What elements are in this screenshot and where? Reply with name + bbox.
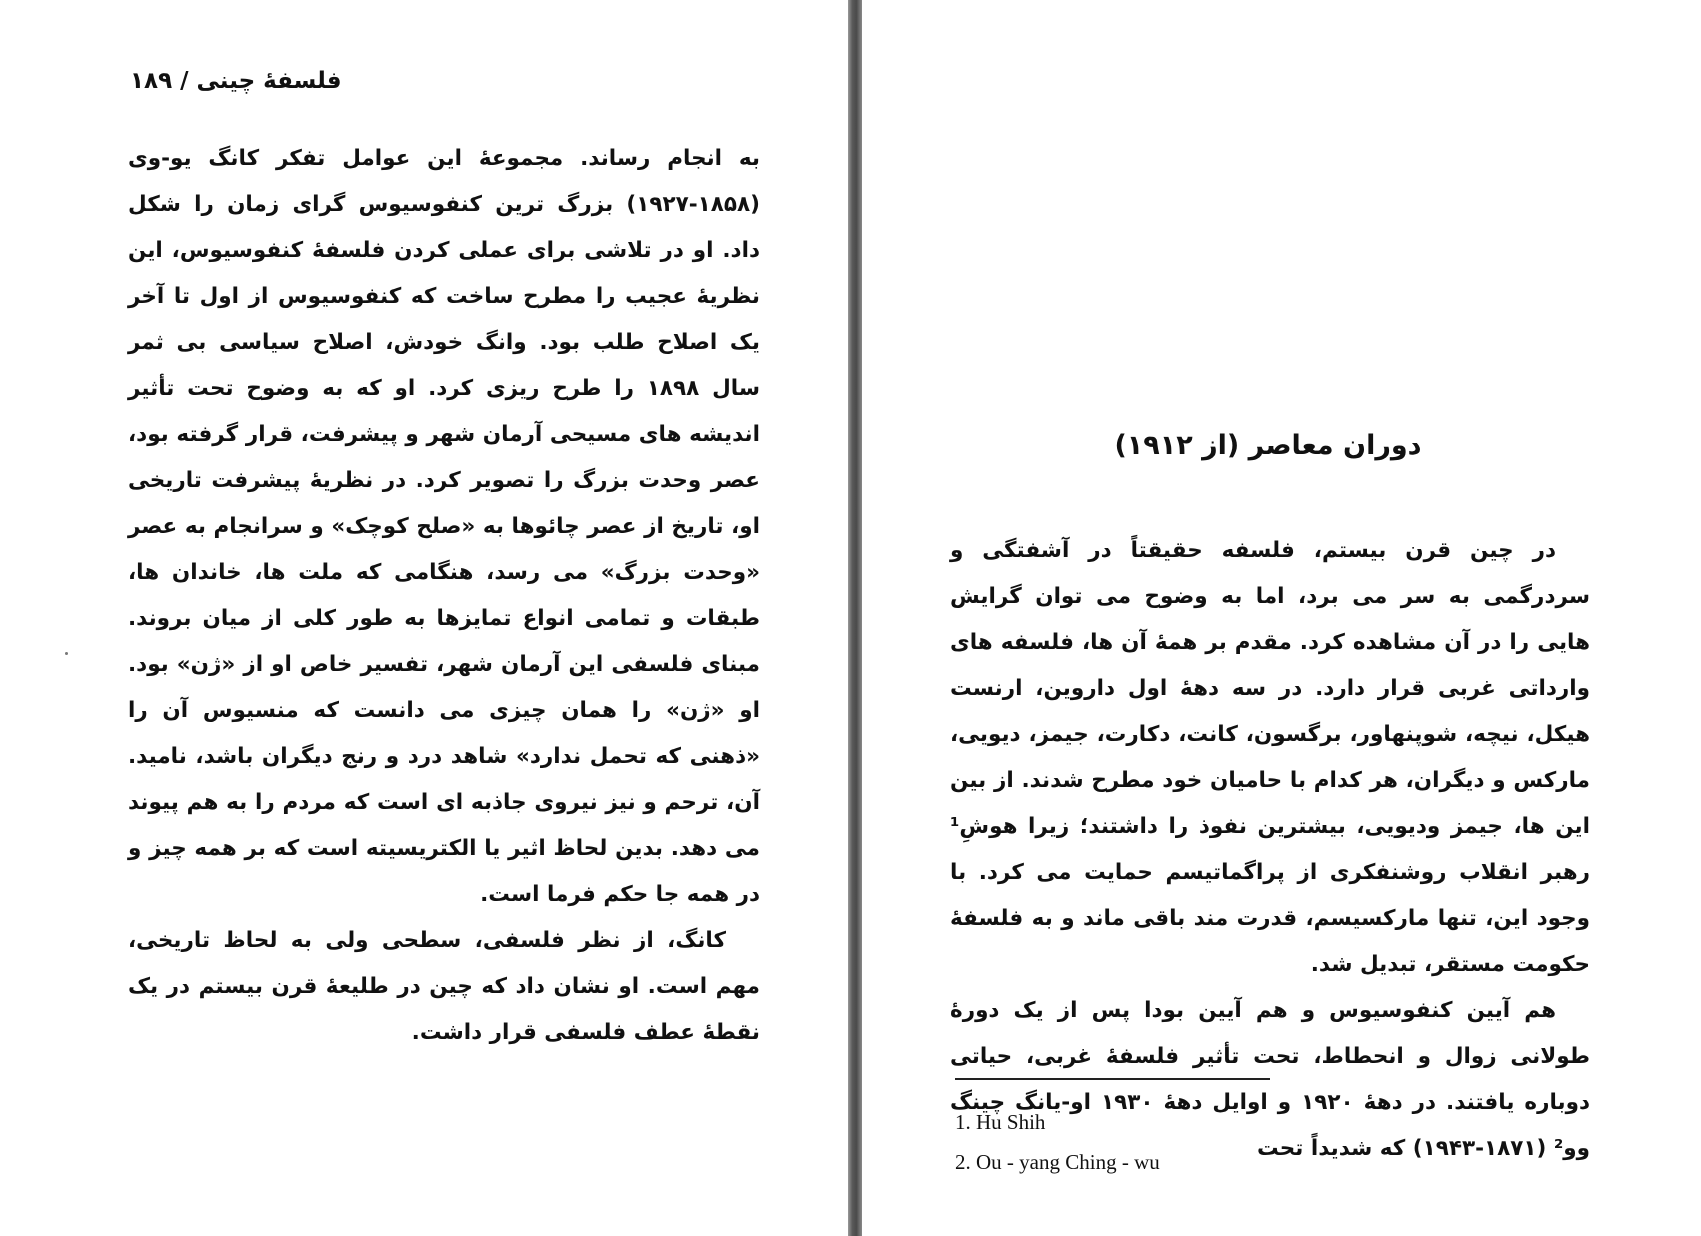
left-page-body (128, 136, 760, 1056)
paragraph: کانگ، از نظر فلسفی، سطحی ولی به لحاظ تاریخی، مهم است. او نشان داد که چین در طلیعهٔ قرن بیستم در یک نقطهٔ عطف فلسفی قرار داشت. (128, 928, 760, 1045)
paragraph: در چین قرن بیستم، فلسفه حقیقتاً در آشفتگی و سردرگمی به سر می برد، اما به وضوح می توان گرایش هایی را در آن مشاهده کرد. مقدم بر همهٔ آن ها، فلسفه های وارداتی غربی قرار دارد. در سه دههٔ اول داروین، ارنست هیکل، نیچه، شوپنهاور، برگسون، کانت، دکارت، جیمز، دیویی، مارکس و دیگران، هر کدام با حامیان خود مطرح شدند. از بین این ها، جیمز ودیویی، بیشترین نفوذ را داشتند؛ زیرا هوشِ¹ رهبر انقلاب روشنفکری از پراگماتیسم حمایت می کرد. با وجود این، تنها مارکسیسم، قدرت مند باقی ماند و به فلسفهٔ حکومت مستقر، تبدیل شد. (950, 538, 1590, 977)
paragraph: به انجام رساند. مجموعهٔ این عوامل تفکر کانگ یو-وی (۱۸۵۸-۱۹۲۷) بزرگ ترین کنفوسیوس گرای زمان را شکل داد. او در تلاشی برای عملی کردن فلسفهٔ کنفوسیوس، این نظریهٔ عجیب را مطرح ساخت که کنفوسیوس از اول تا آخر یک اصلاح طلب بود. وانگ خودش، اصلاح سیاسی بی ثمر سال ۱۸۹۸ را طرح ریزی کرد. او که به وضوح تحت تأثیر اندیشه های مسیحی آرمان شهر و پیشرفت، قرار گرفته بود، عصر وحدت بزرگ را تصویر کرد. در نظریهٔ پیشرفت تاریخی او، تاریخ از عصر چائوها به «صلح کوچک» و سرانجام به عصر «وحدت بزرگ» می رسد، هنگامی که ملت ها، خاندان ها، طبقات و تمامی انواع تمایزها به طور کلی از میان بروند. مبنای فلسفی این آرمان شهر، تفسیر خاص او از «ژن» بود. او «ژن» را همان چیزی می دانست که منسیوس آن را «ذهنی که تحمل ندارد» شاهد درد و رنج دیگران باشد، نامید. آن، ترحم و نیز نیروی جاذبه ای است که مردم را به هم پیوند می دهد. بدین لحاظ اثیر یا الکتریسیته است که بر همه چیز و در همه جا حکم فرما است. (128, 146, 760, 907)
running-header: فلسفهٔ چینی / ۱۸۹ (130, 68, 342, 94)
footnote: 2. Ou - yang Ching - wu (955, 1150, 1160, 1174)
footnote-rule (955, 1078, 1270, 1080)
scan-speck (65, 652, 68, 655)
footnote: 1. Hu Shih (955, 1110, 1046, 1134)
right-page-body (950, 528, 1590, 1172)
section-title: دوران معاصر (از ۱۹۱۲) (1114, 430, 1422, 461)
footnotes (955, 1102, 1160, 1182)
left-page (0, 0, 848, 1236)
book-gutter (848, 0, 862, 1236)
paragraph: هم آیین کنفوسیوس و هم آیین بودا پس از یک دورهٔ طولانی زوال و انحطاط، تحت تأثیر فلسفهٔ غربی، حیاتی دوباره یافتند. در دههٔ ۱۹۲۰ و اوایل دههٔ ۱۹۳۰ او-یانگ چینگ وو² (۱۸۷۱-۱۹۴۳) که شدیداً تحت (950, 998, 1591, 1161)
